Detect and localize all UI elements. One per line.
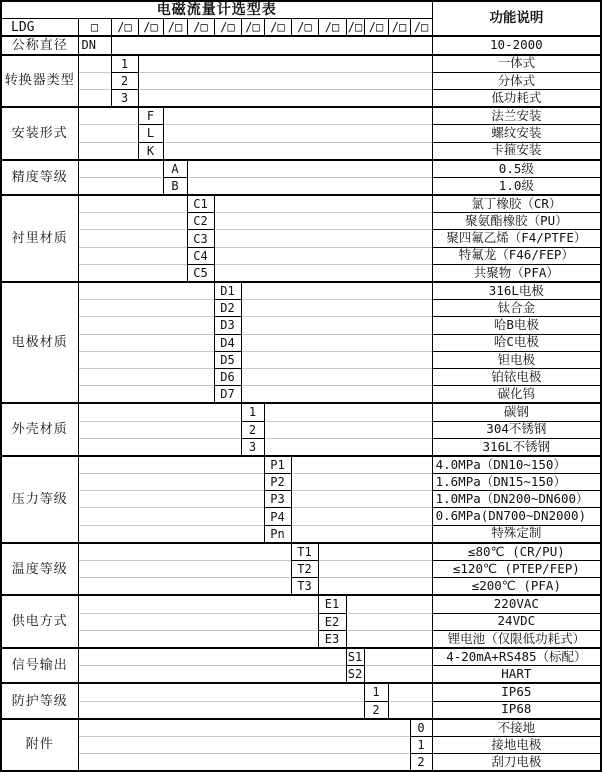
- spacer-cell: [78, 264, 187, 282]
- option-code: 2: [111, 72, 138, 89]
- option-code: 2: [364, 701, 388, 719]
- model-box: /□: [264, 19, 291, 37]
- spacer-cell: [214, 264, 432, 282]
- section-label: 公称直径: [1, 36, 78, 54]
- option-code: D1: [214, 282, 241, 300]
- spacer-cell: [78, 595, 318, 613]
- spacer-cell: [78, 719, 410, 737]
- model-box: /□: [187, 19, 214, 37]
- option-code: C2: [187, 213, 214, 230]
- option-code: T2: [291, 561, 318, 578]
- spacer-cell: [78, 613, 318, 630]
- spacer-cell: [78, 230, 187, 247]
- spacer-cell: [78, 666, 346, 684]
- spacer-cell: [78, 754, 410, 772]
- option-desc: 10-2000: [432, 36, 601, 54]
- spacer-cell: [163, 107, 432, 125]
- spacer-cell: [78, 474, 264, 491]
- option-code: P2: [264, 474, 291, 491]
- option-code: E3: [318, 630, 346, 648]
- model-box: /□: [410, 19, 432, 37]
- spacer-cell: [364, 666, 432, 684]
- option-code: 1: [410, 736, 432, 753]
- spacer-cell: [78, 125, 138, 142]
- spacer-cell: [78, 736, 410, 753]
- spacer-cell: [346, 613, 432, 630]
- spacer-cell: [78, 701, 364, 719]
- option-desc: 304不锈钢: [432, 421, 601, 438]
- option-code: C1: [187, 195, 214, 213]
- spacer-cell: [78, 282, 214, 300]
- spacer-cell: [318, 543, 432, 561]
- spacer-cell: [78, 300, 214, 317]
- option-desc: 碳钢: [432, 403, 601, 421]
- section-label: 衬里材质: [1, 195, 78, 282]
- model-box: /□: [318, 19, 346, 37]
- option-desc: 法兰安装: [432, 107, 601, 125]
- section-label: 转换器类型: [1, 55, 78, 108]
- option-desc: 哈C电极: [432, 334, 601, 351]
- option-code: 2: [410, 754, 432, 772]
- function-column-header: 功能说明: [432, 1, 601, 36]
- option-desc: 哈B电极: [432, 317, 601, 334]
- option-code: T3: [291, 578, 318, 596]
- option-code: D6: [214, 368, 241, 385]
- spacer-cell: [241, 351, 432, 368]
- option-desc: 氯丁橡胶（CR）: [432, 195, 601, 213]
- option-code: S1: [346, 648, 364, 666]
- option-code: F: [138, 107, 163, 125]
- spacer-cell: [78, 630, 318, 648]
- table-title: 电磁流量计选型表: [1, 1, 432, 19]
- spacer-cell: [78, 648, 346, 666]
- section-label: 供电方式: [1, 595, 78, 648]
- spacer-cell: [78, 334, 214, 351]
- spacer-cell: [346, 595, 432, 613]
- option-desc: 0.6MPa(DN700~DN2000): [432, 508, 601, 525]
- option-desc: 220VAC: [432, 595, 601, 613]
- option-code: B: [163, 177, 187, 195]
- option-desc: 1.6MPa（DN15~150）: [432, 474, 601, 491]
- spacer-cell: [138, 55, 432, 73]
- section-label: 安装形式: [1, 107, 78, 160]
- model-box: /□: [346, 19, 364, 37]
- option-desc: ≤120℃ (PTEP/FEP): [432, 561, 601, 578]
- spacer-cell: [78, 213, 187, 230]
- spacer-cell: [187, 160, 432, 178]
- spacer-cell: [241, 386, 432, 404]
- section-label: 防护等级: [1, 683, 78, 718]
- spacer-cell: [241, 282, 432, 300]
- option-desc: 共聚物（PFA）: [432, 264, 601, 282]
- option-code: P3: [264, 491, 291, 508]
- section-label: 信号输出: [1, 648, 78, 683]
- spacer-cell: [264, 438, 432, 456]
- spacer-cell: [78, 386, 214, 404]
- option-desc: 316L电极: [432, 282, 601, 300]
- spacer-cell: [78, 508, 264, 525]
- option-desc: 卡箍安装: [432, 142, 601, 160]
- option-desc: 铂铱电极: [432, 368, 601, 385]
- model-box: /□: [138, 19, 163, 37]
- option-desc: 4-20mA+RS485（标配）: [432, 648, 601, 666]
- spacer-cell: [78, 317, 214, 334]
- spacer-cell: [78, 578, 291, 596]
- option-desc: 1.0级: [432, 177, 601, 195]
- option-code: Pn: [264, 525, 291, 543]
- spacer-cell: [78, 421, 241, 438]
- model-box: /□: [364, 19, 388, 37]
- option-desc: 螺纹安装: [432, 125, 601, 142]
- option-code: D4: [214, 334, 241, 351]
- section-label: 外壳材质: [1, 403, 78, 456]
- option-code: T1: [291, 543, 318, 561]
- model-prefix: LDG: [1, 19, 78, 37]
- spacer-cell: [78, 456, 264, 474]
- model-box: /□: [388, 19, 410, 37]
- spacer-cell: [78, 368, 214, 385]
- section-label: 精度等级: [1, 160, 78, 195]
- spacer-cell: [78, 491, 264, 508]
- option-code: 3: [111, 89, 138, 107]
- model-box-dn: □: [78, 19, 111, 37]
- section-label: 温度等级: [1, 543, 78, 596]
- model-box: /□: [291, 19, 318, 37]
- option-desc: 特殊定制: [432, 525, 601, 543]
- spacer-cell: [78, 351, 214, 368]
- spacer-cell: [264, 421, 432, 438]
- spacer-cell: [291, 491, 432, 508]
- option-code: DN: [78, 36, 111, 54]
- option-desc: 24VDC: [432, 613, 601, 630]
- spacer-cell: [78, 561, 291, 578]
- option-desc: ≤200℃ (PFA): [432, 578, 601, 596]
- spacer-cell: [78, 107, 138, 125]
- option-desc: 316L不锈钢: [432, 438, 601, 456]
- option-desc: 钽电极: [432, 351, 601, 368]
- spacer-cell: [241, 368, 432, 385]
- option-code: S2: [346, 666, 364, 684]
- option-desc: 接地电极: [432, 736, 601, 753]
- option-desc: 锂电池（仅限低功耗式）: [432, 630, 601, 648]
- spacer-cell: [291, 456, 432, 474]
- option-desc: 钛合金: [432, 300, 601, 317]
- option-code: C5: [187, 264, 214, 282]
- section-label: 压力等级: [1, 456, 78, 543]
- spacer-cell: [163, 142, 432, 160]
- spacer-cell: [78, 683, 364, 701]
- spacer-cell: [241, 317, 432, 334]
- spacer-cell: [78, 72, 111, 89]
- option-code: E2: [318, 613, 346, 630]
- option-code: P4: [264, 508, 291, 525]
- option-desc: 低功耗式: [432, 89, 601, 107]
- spacer-cell: [163, 125, 432, 142]
- spacer-cell: [78, 403, 241, 421]
- spacer-cell: [214, 230, 432, 247]
- option-desc: 一体式: [432, 55, 601, 73]
- spacer-cell: [138, 72, 432, 89]
- option-code: C4: [187, 247, 214, 264]
- section-label: 电极材质: [1, 282, 78, 403]
- model-box: /□: [241, 19, 264, 37]
- option-desc: HART: [432, 666, 601, 684]
- spacer-cell: [78, 142, 138, 160]
- spacer-cell: [291, 508, 432, 525]
- spacer-cell: [111, 36, 432, 54]
- option-code: A: [163, 160, 187, 178]
- spacer-cell: [318, 561, 432, 578]
- spacer-cell: [291, 525, 432, 543]
- option-code: D7: [214, 386, 241, 404]
- option-desc: 聚氨酯橡胶（PU）: [432, 213, 601, 230]
- spacer-cell: [388, 701, 432, 719]
- spacer-cell: [346, 630, 432, 648]
- spacer-cell: [138, 89, 432, 107]
- option-code: L: [138, 125, 163, 142]
- spacer-cell: [264, 403, 432, 421]
- spacer-cell: [78, 543, 291, 561]
- spacer-cell: [318, 578, 432, 596]
- spacer-cell: [78, 177, 163, 195]
- option-code: K: [138, 142, 163, 160]
- option-code: D2: [214, 300, 241, 317]
- option-desc: 不接地: [432, 719, 601, 737]
- section-label: 附件: [1, 719, 78, 772]
- option-code: C3: [187, 230, 214, 247]
- model-box: /□: [214, 19, 241, 37]
- option-desc: 4.0MPa（DN10~150）: [432, 456, 601, 474]
- option-desc: 刮刀电极: [432, 754, 601, 772]
- option-code: 1: [241, 403, 264, 421]
- model-box: /□: [163, 19, 187, 37]
- option-code: 2: [241, 421, 264, 438]
- spacer-cell: [214, 247, 432, 264]
- spacer-cell: [78, 438, 241, 456]
- option-desc: 分体式: [432, 72, 601, 89]
- option-desc: 1.0MPa（DN200~DN600）: [432, 491, 601, 508]
- spacer-cell: [187, 177, 432, 195]
- option-desc: 0.5级: [432, 160, 601, 178]
- option-desc: 聚四氟乙烯（F4/PTFE）: [432, 230, 601, 247]
- spacer-cell: [241, 300, 432, 317]
- spacer-cell: [214, 213, 432, 230]
- spacer-cell: [78, 195, 187, 213]
- option-code: E1: [318, 595, 346, 613]
- option-desc: IP68: [432, 701, 601, 719]
- spacer-cell: [78, 89, 111, 107]
- spacer-cell: [388, 683, 432, 701]
- option-desc: 碳化钨: [432, 386, 601, 404]
- spacer-cell: [291, 474, 432, 491]
- option-desc: IP65: [432, 683, 601, 701]
- option-code: 3: [241, 438, 264, 456]
- option-code: 0: [410, 719, 432, 737]
- option-code: 1: [111, 55, 138, 73]
- option-desc: 特氟龙（F46/FEP）: [432, 247, 601, 264]
- option-desc: ≤80℃ (CR/PU): [432, 543, 601, 561]
- option-code: D5: [214, 351, 241, 368]
- spacer-cell: [78, 160, 163, 178]
- spacer-cell: [241, 334, 432, 351]
- spacer-cell: [364, 648, 432, 666]
- spacer-cell: [78, 525, 264, 543]
- option-code: D3: [214, 317, 241, 334]
- option-code: P1: [264, 456, 291, 474]
- model-box: /□: [111, 19, 138, 37]
- option-code: 1: [364, 683, 388, 701]
- spacer-cell: [78, 55, 111, 73]
- spacer-cell: [78, 247, 187, 264]
- spacer-cell: [214, 195, 432, 213]
